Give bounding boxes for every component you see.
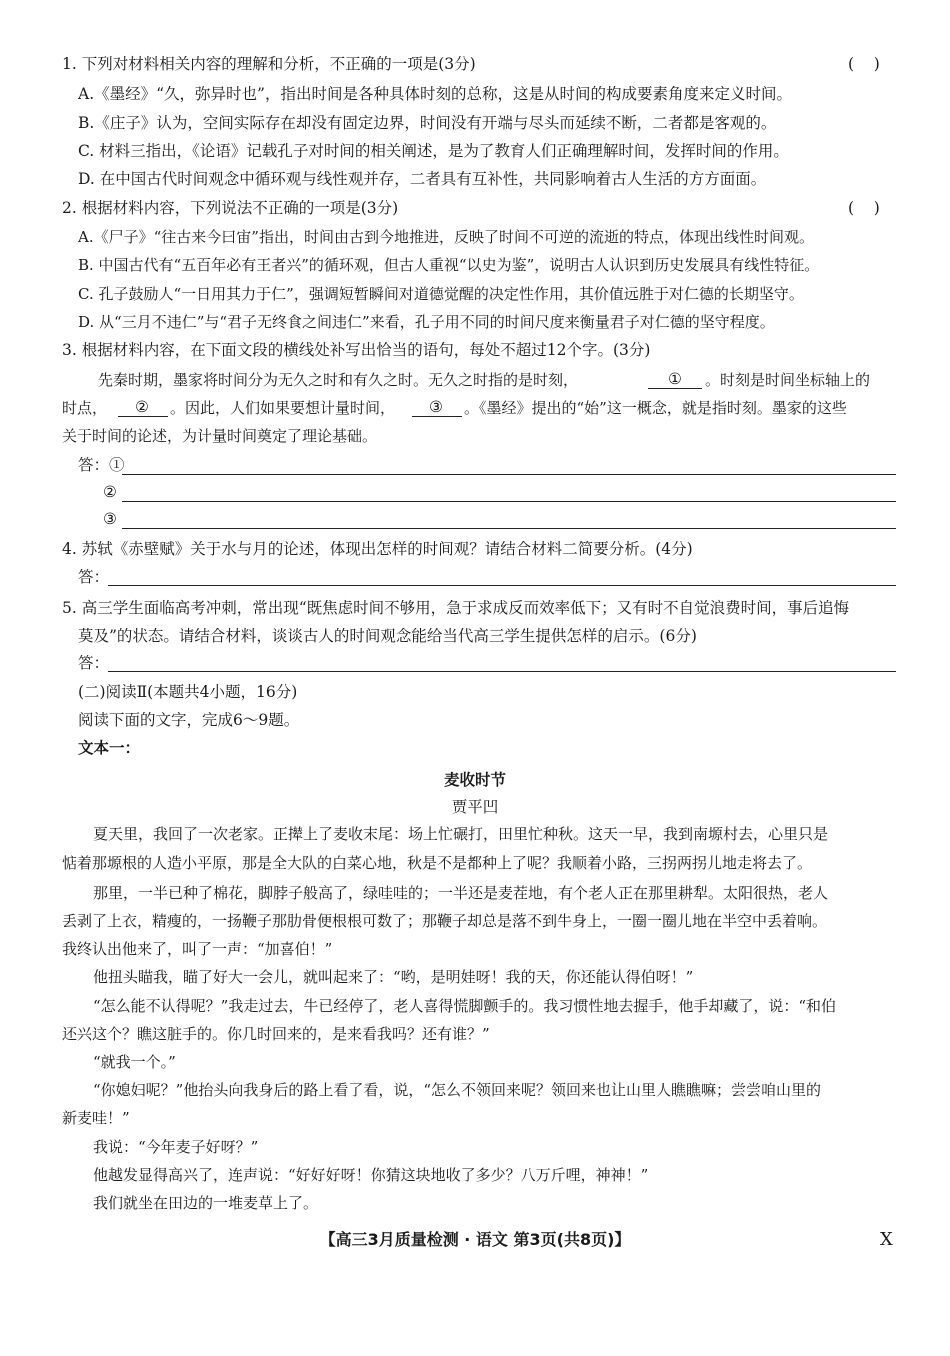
- article-line: “你媳妇呢？”他抬头向我身后的路上看了看，说，“怎么不领回来呢？领回来也让山里人瞧瞧嘛；尝尝咱山里的: [93, 1081, 822, 1099]
- q5-stem-line2: 莫及”的状态。请结合材料，谈谈古人的时间观念能给当代高三学生提供怎样的启示。(6分): [78, 627, 697, 645]
- q3-passage-line2c: 。《墨经》提出的“始”这一概念，就是指时刻。墨家的这些: [464, 399, 847, 417]
- article-line: 丢剥了上衣，精瘦的，一扬鞭子那肋骨便根根可数了；那鞭子却总是落不到牛身上，一圈一圈儿地在半空中丢着响。: [62, 912, 828, 930]
- q3-answer-2-line[interactable]: [122, 501, 896, 502]
- q3-passage-line3: 关于时间的论述，为计量时间奠定了理论基础。: [62, 427, 378, 445]
- article-line: 他扭头瞄我，瞄了好大一会儿，就叫起来了：“哟，是明娃呀！我的天，你还能认得伯呀！”: [93, 968, 694, 986]
- q1-option-c: C. 材料三指出，《论语》记载孔子对时间的相关阐述，是为了教育人们正确理解时间，发挥时间的作用。: [78, 142, 789, 160]
- article-author: 贾平凹: [451, 798, 499, 816]
- text-one-label: 文本一：: [78, 739, 141, 757]
- q3-passage-line2b: 。因此，人们如果要想计量时间，: [170, 399, 396, 417]
- q3-answer-3-line[interactable]: [122, 528, 896, 529]
- q3-answer-2-label: ②: [103, 483, 117, 501]
- article-line: “怎么能不认得呢？”我走过去，牛已经停了，老人喜得慌脚颤手的。我习惯性地去握手，他手却藏了，说：“和伯: [93, 997, 837, 1015]
- article-line: 新麦哇！”: [62, 1109, 130, 1127]
- q1-answer-paren: ( ): [848, 55, 880, 73]
- q3-answer-1-line[interactable]: [122, 474, 896, 475]
- q3-passage-line1a: 先秦时期，墨家将时间分为无久之时和有久之时。无久之时指的是时刻，: [98, 371, 579, 389]
- q2-answer-paren: ( ): [848, 199, 880, 217]
- q3-stem: 3. 根据材料内容，在下面文段的横线处补写出恰当的语句，每处不超过12个字。(3分): [62, 341, 651, 359]
- q3-passage-line2a: 时点，: [62, 399, 108, 417]
- footer-version-mark: X: [880, 1229, 893, 1250]
- article-line: 他越发显得高兴了，连声说：“好好好呀！你猜这块地收了多少？八万斤哩，神神！”: [93, 1166, 649, 1184]
- article-line: 我说：“今年麦子好呀？”: [93, 1138, 259, 1156]
- q5-stem-line1: 5. 高三学生面临高考冲刺，常出现“既焦虑时间不够用，急于求成反而效率低下；又有时不自觉浪费时间，事后追悔: [62, 599, 850, 617]
- q2-option-c: C. 孔子鼓励人“一日用其力于仁”，强调短暂瞬间对道德觉醒的决定性作用，其价值远胜于对仁德的长期坚守。: [78, 285, 804, 303]
- section-heading: (二)阅读Ⅱ(本题共4小题，16分): [78, 683, 298, 701]
- q4-answer-label: 答：: [78, 568, 110, 586]
- q3-blank-1-marker: ①: [668, 370, 682, 388]
- q3-passage-line1b: 。时刻是时间坐标轴上的: [705, 371, 871, 389]
- section-instruction: 阅读下面的文字，完成6～9题。: [78, 711, 300, 729]
- q3-answer-1-label: 答：①: [78, 456, 125, 474]
- q3-blank-2-marker: ②: [135, 398, 149, 416]
- q5-answer-label: 答：: [78, 654, 110, 672]
- article-line: 我们就坐在田边的一堆麦草上了。: [93, 1194, 319, 1212]
- article-line: 惦着那塬根的人造小平原，那是全大队的白菜心地，秋是不是都种上了呢？我顺着小路，三拐两拐儿地走将去了。: [62, 854, 813, 872]
- q1-option-b: B.《庄子》认为，空间实际存在却没有固定边界，时间没有开端与尽头而延续不断，二者都是客观的。: [78, 114, 777, 132]
- q2-option-d: D. 从“三月不违仁”与“君子无终食之间违仁”来看，孔子用不同的时间尺度来衡量君子对仁德的坚守程度。: [78, 313, 775, 331]
- q3-blank-3-marker: ③: [429, 398, 443, 416]
- q3-answer-3-label: ③: [103, 510, 117, 528]
- page-footer: 【高三3月质量检测 · 语文 第3页(共8页)】: [319, 1230, 631, 1249]
- q2-option-b: B. 中国古代有“五百年必有王者兴”的循环观，但古人重视“以史为鉴”，说明古人认识到历史发展具有线性特征。: [78, 256, 820, 274]
- article-line: 夏天里，我回了一次老家。正撵上了麦收末尾：场上忙碾打，田里忙种秋。这天一早，我到南塬村去，心里只是: [93, 825, 829, 843]
- q4-stem: 4. 苏轼《赤壁赋》关于水与月的论述，体现出怎样的时间观？请结合材料二简要分析。(4分): [62, 540, 693, 558]
- article-line: “就我一个。”: [93, 1053, 176, 1071]
- q5-answer-line[interactable]: [108, 671, 896, 672]
- article-line: 我终认出他来了，叫了一声：“加喜伯！”: [62, 940, 333, 958]
- article-line: 那里，一半已种了棉花，脚脖子般高了，绿哇哇的；一半还是麦茬地，有个老人正在那里耕犁。太阳很热，老人: [93, 884, 829, 902]
- q4-answer-line[interactable]: [108, 585, 896, 586]
- q1-option-a: A.《墨经》“久，弥异时也”，指出时间是各种具体时刻的总称，这是从时间的构成要素角度来定义时间。: [78, 85, 792, 103]
- q1-option-d: D. 在中国古代时间观念中循环观与线性观并存，二者具有互补性，共同影响着古人生活的方方面面。: [78, 170, 767, 188]
- article-line: 还兴这个？瞧这脏手的。你几时回来的，是来看我吗？还有谁？”: [62, 1025, 490, 1043]
- q2-stem: 2. 根据材料内容，下列说法不正确的一项是(3分): [62, 199, 399, 217]
- q1-stem: 1. 下列对材料相关内容的理解和分析，不正确的一项是(3分): [62, 55, 476, 73]
- q2-option-a: A.《尸子》“往古来今曰宙”指出，时间由古到今地推进，反映了时间不可逆的流逝的特点，体现出线性时间观。: [78, 228, 814, 246]
- article-title: 麦收时节: [443, 771, 506, 789]
